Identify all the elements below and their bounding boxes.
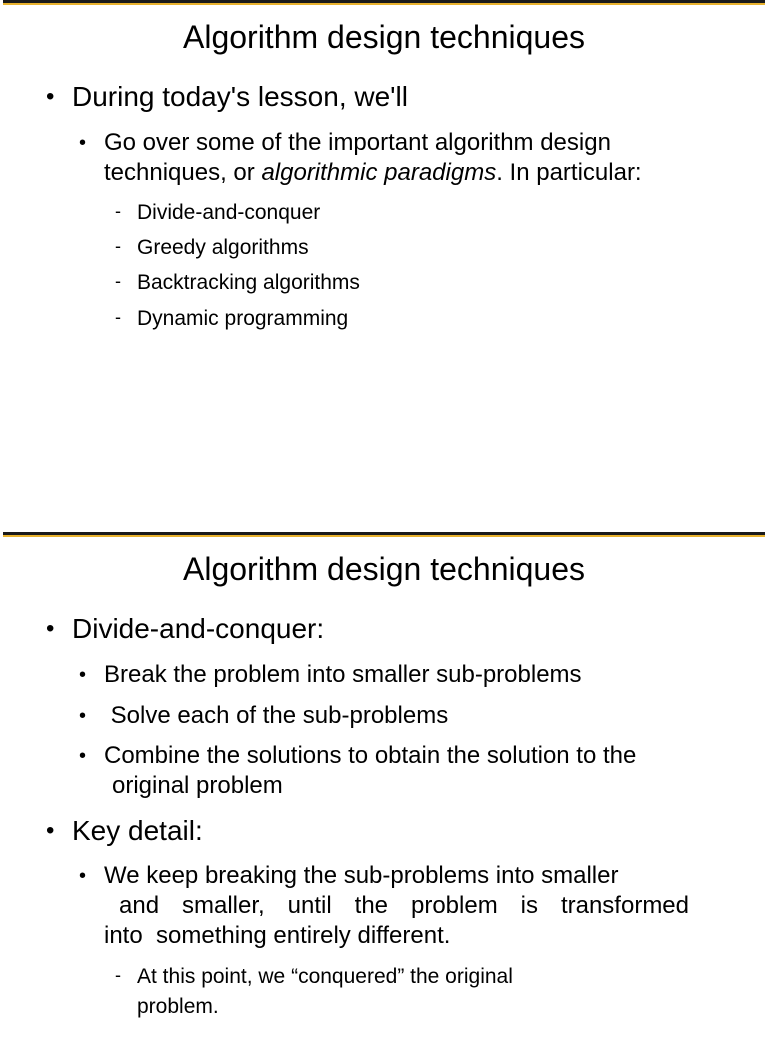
sub-bullet-item <box>79 701 449 731</box>
text-span: techniques, or <box>104 159 262 186</box>
dash-bullet-icon: - <box>115 965 121 985</box>
bullet-dot-icon: • <box>79 132 87 154</box>
sub-bullet-line: We keep breaking the sub-problems into smaller <box>104 862 619 889</box>
bullet-dot-icon: • <box>46 83 55 110</box>
sub-bullet-item <box>79 128 642 188</box>
sub-bullet-line: original problem <box>112 772 283 799</box>
bullet-item <box>46 613 325 645</box>
dash-bullet-icon: - <box>115 307 121 327</box>
list-item-text: Greedy algorithms <box>137 236 309 259</box>
list-item <box>115 268 360 298</box>
bullet-text: Divide-and-conquer: <box>72 613 325 644</box>
bullet-dot-icon: • <box>79 664 87 686</box>
sub-bullet-item <box>79 861 689 951</box>
emphasis-text: algorithmic paradigms <box>261 159 497 186</box>
list-item <box>115 962 513 1022</box>
dash-bullet-icon: - <box>115 236 121 256</box>
slide-top-rule <box>3 532 765 535</box>
bullet-dot-icon: • <box>46 817 55 844</box>
list-item-text: Dynamic programming <box>137 307 349 330</box>
bullet-dot-icon: • <box>79 745 87 767</box>
list-item <box>115 198 321 228</box>
sub-bullet-line: and smaller, until the problem is transformed <box>119 892 689 919</box>
bullet-dot-icon: • <box>79 865 87 887</box>
sub-bullet-line <box>104 158 642 188</box>
sub-bullet-item <box>79 741 637 801</box>
list-item <box>115 304 349 334</box>
sub-bullet-item <box>79 660 582 690</box>
sub-bullet-line: into something entirely different. <box>104 922 451 949</box>
sub-bullet-line: Go over some of the important algorithm design <box>104 129 611 156</box>
list-item-line: At this point, we “conquered” the original <box>137 965 513 988</box>
dash-bullet-icon: - <box>115 201 121 221</box>
slide-2 <box>0 532 768 1044</box>
list-item <box>115 233 309 263</box>
list-item-text: Backtracking algorithms <box>137 271 360 294</box>
bullet-text: During today's lesson, we'll <box>72 81 408 112</box>
sub-bullet-line: Combine the solutions to obtain the solution to the <box>104 742 637 769</box>
bullet-dot-icon: • <box>79 705 87 727</box>
bullet-dot-icon: • <box>46 615 55 642</box>
slide-1 <box>0 0 768 512</box>
slide-title: Algorithm design techniques <box>182 551 585 587</box>
list-item-text: Divide-and-conquer <box>137 201 321 224</box>
bullet-item <box>46 81 408 113</box>
slide-title: Algorithm design techniques <box>182 19 585 55</box>
sub-bullet-text: Break the problem into smaller sub-problems <box>104 661 582 688</box>
dash-bullet-icon: - <box>115 271 121 291</box>
sub-bullet-text: Solve each of the sub-problems <box>104 702 449 729</box>
bullet-text: Key detail: <box>72 815 203 846</box>
bullet-item <box>46 815 203 847</box>
slide-top-rule <box>3 0 765 3</box>
text-span: . In particular: <box>496 159 642 186</box>
list-item-line: problem. <box>137 995 219 1018</box>
